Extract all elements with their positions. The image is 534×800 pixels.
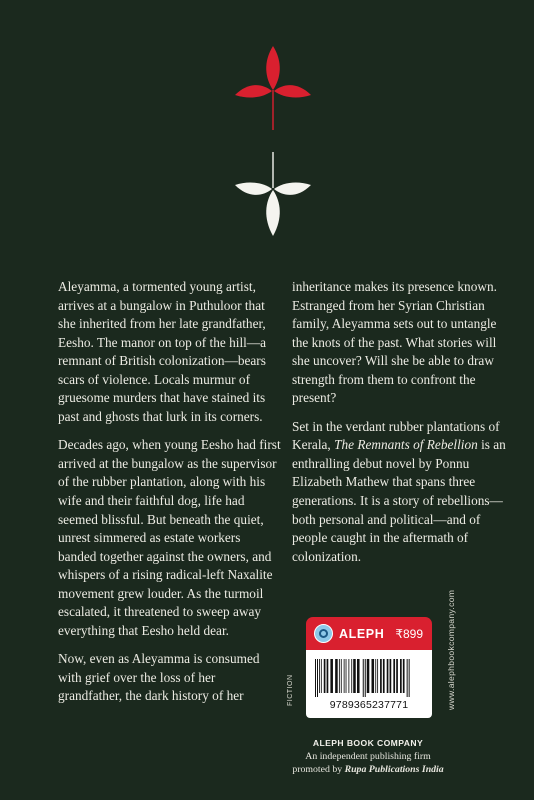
- barcode-bar: [344, 659, 345, 693]
- barcode-bar: [341, 659, 342, 693]
- barcode-bar: [387, 659, 389, 693]
- category-label: FICTION: [287, 674, 294, 706]
- barcode-bar: [377, 659, 378, 693]
- aleph-logo-icon: [314, 624, 333, 643]
- promoter-name: Rupa Publications India: [344, 764, 444, 775]
- barcode-bar: [353, 659, 356, 693]
- barcode-bar: [357, 659, 360, 693]
- promoter-prefix: promoted by: [292, 764, 345, 775]
- barcode-bar: [372, 659, 375, 693]
- blurb-paragraph: Decades ago, when young Eesho had first arrived at the bungalow as the supervisor of the rubber plantation, along with his wife and their faithful dog, life had seemed blissful. But beneath the quiet, unrest simmered as estate workers banded together against the owners, and whispers of a rising radical-left Naxalite movement grew louder. As the turmoil escalated, it threatened to sweep away everything that Eesho held dear.: [58, 437, 281, 638]
- barcode-bar: [324, 659, 326, 693]
- barcode-bar: [380, 659, 382, 693]
- barcode-bar: [330, 659, 333, 693]
- barcode-bar: [363, 659, 364, 697]
- price-band: [306, 617, 432, 650]
- barcode-bar: [403, 659, 405, 693]
- publisher-tagline: An independent publishing firm: [305, 751, 431, 762]
- book-title: The Remnants of Rebellion: [334, 437, 478, 453]
- blurb-paragraph: [292, 418, 516, 566]
- barcode-bar: [351, 659, 352, 693]
- barcode-bar: [365, 659, 366, 697]
- publisher-promoter: [270, 763, 466, 776]
- barcode-bar: [339, 659, 340, 693]
- barcode-bar: [315, 659, 316, 697]
- barcode-icon: [315, 659, 423, 697]
- price-barcode-block: [306, 617, 432, 718]
- publisher-block: [270, 738, 466, 776]
- barcode-bar: [393, 659, 395, 693]
- barcode-bar: [400, 659, 402, 693]
- barcode-bar: [319, 659, 320, 693]
- blurb-paragraph: Now, even as Aleyamma is consumed with grief over the loss of her grandfather, the dark history of her: [58, 651, 260, 704]
- barcode-box: [306, 650, 432, 718]
- barcode-bar: [335, 659, 338, 693]
- brand-label: ALEPH: [339, 626, 385, 641]
- red-leaf-icon: [232, 40, 314, 136]
- barcode-bar: [367, 659, 370, 693]
- barcode-bar: [390, 659, 392, 693]
- barcode-bar: [346, 659, 347, 693]
- barcode-bar: [375, 659, 376, 693]
- barcode-bar: [327, 659, 329, 693]
- website-url: www.alephbookcompany.com: [446, 589, 456, 710]
- blurb-left-column: [58, 278, 282, 716]
- blurb-text: is an enthralling debut novel by Ponnu Elizabeth Mathew that spans three generations. It is a story of rebellions—both personal and political—and of people caught in the aftermath of colonization.: [292, 437, 506, 564]
- barcode-bar: [348, 659, 349, 693]
- barcode-bar: [409, 659, 410, 697]
- white-leaf-icon: [232, 152, 314, 240]
- blurb-paragraph: inheritance makes its presence known. Estranged from her Syrian Christian family, Aleyamma sets out to untangle the knots of the past. What stories will she uncover? Will she be able to draw strength from them to confront the present?: [292, 279, 497, 406]
- blurb-text: Set in the verdant rubber plantations of Kerala,: [292, 418, 500, 453]
- barcode-bar: [321, 659, 322, 693]
- blurb-right-column: [292, 278, 516, 576]
- barcode-bar: [407, 659, 408, 697]
- blurb-paragraph: Aleyamma, a tormented young artist, arrives at a bungalow in Puthuloor that she inherited from her late grandfather, Eesho. The manor on top of the hill—a remnant of British colonization—bears scars of violence. Locals murmur of gruesome murders that have stained its past and ghosts that lurk in its corners.: [58, 279, 267, 424]
- barcode-bar: [396, 659, 398, 693]
- price-label: ₹899: [395, 626, 423, 641]
- isbn-number: 9789365237771: [329, 699, 409, 711]
- barcode-bar: [383, 659, 385, 693]
- publisher-name: ALEPH BOOK COMPANY: [312, 738, 424, 748]
- barcode-bar: [317, 659, 318, 697]
